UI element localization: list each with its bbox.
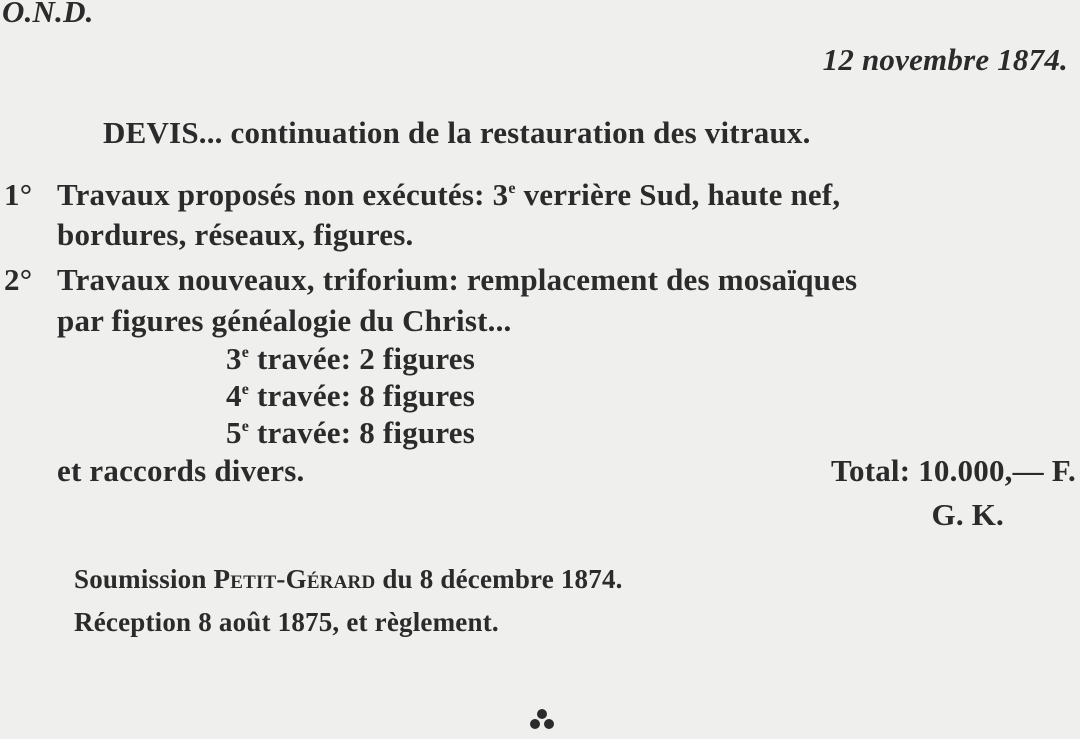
item-2-number: 2° [4, 262, 33, 297]
raccords-text: et raccords divers. [57, 453, 305, 488]
item-1-line-1 [57, 177, 840, 213]
soumission-name: Petit-Gérard [213, 564, 376, 594]
document-reference: O.N.D. [2, 0, 94, 29]
item-1-number: 1° [4, 177, 33, 212]
document-title: DEVIS... continuation de la restauration des vitraux. [103, 115, 811, 150]
fleuron-ornament-icon [528, 708, 556, 732]
travee-line: 4e travée: 8 figures [226, 378, 475, 413]
signature-initials: G. K. [931, 497, 1004, 532]
document-date: 12 novembre 1874. [822, 42, 1068, 77]
item-1-text-rest: verrière Sud, haute nef, [515, 177, 841, 212]
reception-line: Réception 8 août 1875, et règlement. [74, 607, 499, 637]
travee-line: 3e travée: 2 figures [226, 341, 475, 376]
item-1-superscript: e [508, 180, 516, 197]
travee-line: 5e travée: 8 figures [226, 415, 475, 450]
item-1-text: Travaux proposés non exécutés: 3 [57, 177, 509, 212]
item-2-line-1: Travaux nouveaux, triforium: remplacement des mosaïques [57, 262, 858, 297]
total-amount: Total: 10.000,— F. [830, 453, 1076, 488]
item-2-line-2: par figures généalogie du Christ... [57, 303, 512, 338]
item-1-line-2: bordures, réseaux, figures. [57, 217, 414, 252]
soumission-line: Soumission Petit-Gérard du 8 décembre 1874. [74, 564, 623, 594]
